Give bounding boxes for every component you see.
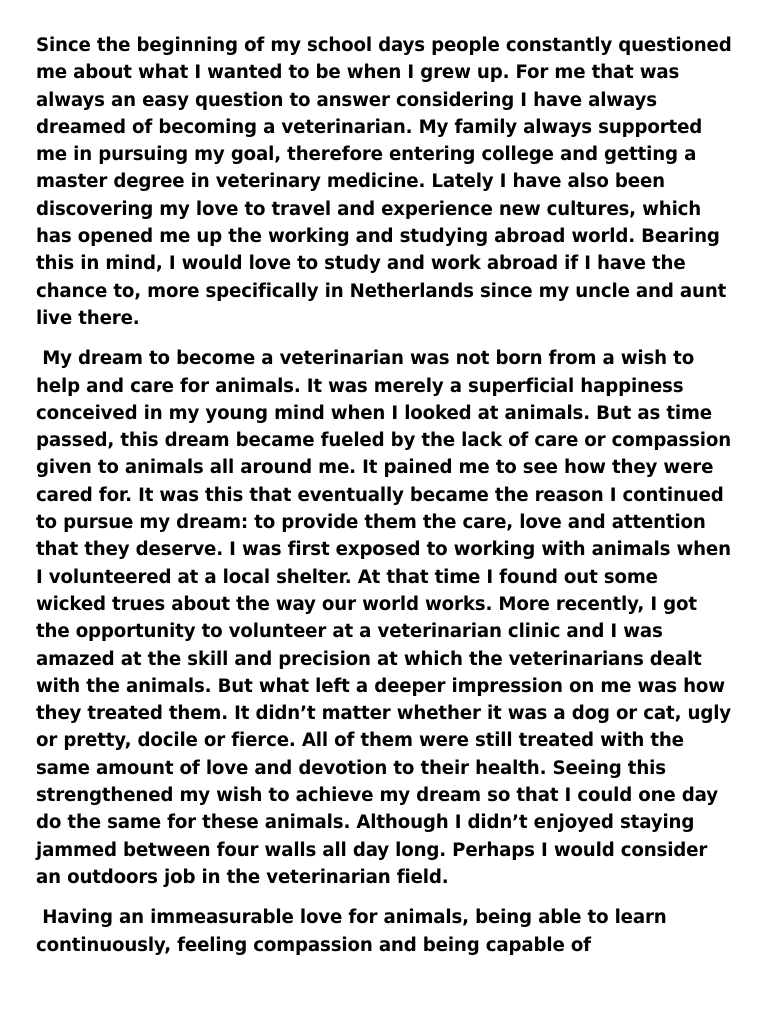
- paragraph-dream: My dream to become a veterinarian was not born from a wish to help and care for animals. It was merely a superficial happiness conceived in my young mind when I looked at animals. But as time passed, this dream became fueled by the lack of care or compassion given to animals all around me. It pained me to see how they were cared for. It was this that eventually became the reason I continued to pursue my dream: to provide them the care, love and attention that they deserve. I was first exposed to working with animals when I volunteered at a local shelter. At that time I found out some wicked trues about the way our world works. More recently, I got the opportunity to volunteer at a veterinarian clinic and I was amazed at the skill and precision at which the veterinarians dealt with the animals. But what left a deeper impression on me was how they treated them. It didn’t matter whether it was a dog or cat, ugly or pretty, docile or fierce. All of them were still treated with the same amount of love and devotion to their health. Seeing this strengthened my wish to achieve my dream so that I could one day do the same for these animals. Although I didn’t enjoyed staying jammed between four walls all day long. Perhaps I would consider an outdoors job in the veterinarian field.: [36, 348, 738, 888]
- paragraph-intro: Since the beginning of my school days people constantly questioned me about what I wanted to be when I grew up. For me that was always an easy question to answer considering I have always dreamed of becoming a veterinarian. My family always supported me in pursuing my goal, therefore entering college and getting a master degree in veterinary medicine. Lately I have also been discovering my love to travel and experience new cultures, which has opened me up the working and studying abroad world. Bearing this in mind, I would love to study and work abroad if I have the chance to, more specifically in Netherlands since my uncle and aunt live there.: [36, 35, 738, 329]
- document-page: [36, 32, 738, 1024]
- paragraph-qualities: Having an immeasurable love for animals, being able to learn continuously, feeling compassion and being capable of: [36, 907, 673, 956]
